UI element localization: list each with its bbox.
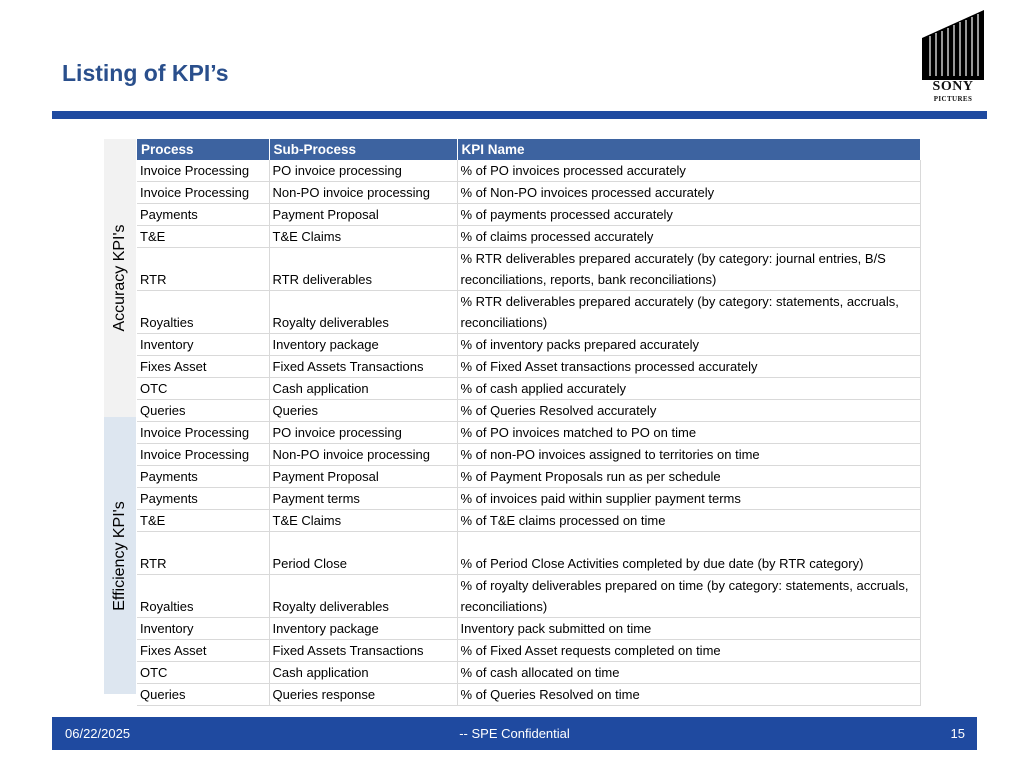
cell-process: Invoice Processing bbox=[137, 422, 269, 444]
cell-sub-process: Non-PO invoice processing bbox=[269, 444, 457, 466]
cell-sub-process: Royalty deliverables bbox=[269, 575, 457, 618]
cell-sub-process: Fixed Assets Transactions bbox=[269, 640, 457, 662]
slide-footer bbox=[52, 717, 977, 750]
table-row bbox=[137, 640, 920, 662]
table-row bbox=[137, 334, 920, 356]
table-row bbox=[137, 684, 920, 706]
cell-kpi-name: % of Queries Resolved on time bbox=[457, 684, 920, 706]
cell-kpi-name: % of Period Close Activities completed by due date (by RTR category) bbox=[457, 532, 920, 575]
cell-sub-process: RTR deliverables bbox=[269, 248, 457, 291]
cell-process: Invoice Processing bbox=[137, 160, 269, 182]
cell-process: OTC bbox=[137, 378, 269, 400]
cell-sub-process: Non-PO invoice processing bbox=[269, 182, 457, 204]
cell-process: Queries bbox=[137, 400, 269, 422]
sony-pictures-logo bbox=[922, 10, 984, 106]
cell-kpi-name: % of non-PO invoices assigned to territories on time bbox=[457, 444, 920, 466]
cell-kpi-name: % of PO invoices processed accurately bbox=[457, 160, 920, 182]
header-process: Process bbox=[137, 139, 269, 160]
cell-sub-process: Queries response bbox=[269, 684, 457, 706]
cell-sub-process: T&E Claims bbox=[269, 510, 457, 532]
cell-process: Queries bbox=[137, 684, 269, 706]
cell-kpi-name: Inventory pack submitted on time bbox=[457, 618, 920, 640]
footer-date: 06/22/2025 bbox=[65, 726, 131, 741]
table-row bbox=[137, 248, 920, 291]
cell-sub-process: Inventory package bbox=[269, 334, 457, 356]
cell-process: RTR bbox=[137, 248, 269, 291]
cell-kpi-name: % of Payment Proposals run as per schedule bbox=[457, 466, 920, 488]
cell-kpi-name: % of inventory packs prepared accurately bbox=[457, 334, 920, 356]
cell-sub-process: Payment Proposal bbox=[269, 204, 457, 226]
cell-process: Inventory bbox=[137, 334, 269, 356]
cell-sub-process: Queries bbox=[269, 400, 457, 422]
cell-process: Invoice Processing bbox=[137, 444, 269, 466]
cell-sub-process: Fixed Assets Transactions bbox=[269, 356, 457, 378]
cell-process: Payments bbox=[137, 466, 269, 488]
cell-sub-process: Royalty deliverables bbox=[269, 291, 457, 334]
cell-process: Inventory bbox=[137, 618, 269, 640]
table-row bbox=[137, 618, 920, 640]
cell-process: Payments bbox=[137, 488, 269, 510]
cell-sub-process: Payment Proposal bbox=[269, 466, 457, 488]
cell-process: T&E bbox=[137, 226, 269, 248]
logo-brand: SONY bbox=[932, 79, 974, 94]
cell-process: Invoice Processing bbox=[137, 182, 269, 204]
table-header-row bbox=[137, 139, 920, 160]
footer-page-number: 15 bbox=[950, 726, 965, 741]
cell-process: Royalties bbox=[137, 575, 269, 618]
accuracy-label: Accuracy KPI's bbox=[111, 224, 128, 332]
table-row bbox=[137, 291, 920, 334]
cell-kpi-name: % of claims processed accurately bbox=[457, 226, 920, 248]
film-stripes-icon bbox=[922, 10, 984, 80]
efficiency-label: Efficiency KPI's bbox=[111, 500, 128, 611]
cell-kpi-name: % RTR deliverables prepared accurately (by category: journal entries, B/S reconciliations, reports, bank reconciliations) bbox=[457, 248, 920, 291]
section-label-efficiency bbox=[104, 417, 136, 694]
table-row bbox=[137, 182, 920, 204]
cell-kpi-name: % of Non-PO invoices processed accurately bbox=[457, 182, 920, 204]
cell-kpi-name: % of payments processed accurately bbox=[457, 204, 920, 226]
cell-sub-process: PO invoice processing bbox=[269, 160, 457, 182]
cell-process: Fixes Asset bbox=[137, 640, 269, 662]
table-row bbox=[137, 532, 920, 575]
table-row bbox=[137, 204, 920, 226]
table-row bbox=[137, 662, 920, 684]
cell-kpi-name: % of PO invoices matched to PO on time bbox=[457, 422, 920, 444]
slide-title: Listing of KPI’s bbox=[62, 60, 229, 86]
cell-sub-process: Payment terms bbox=[269, 488, 457, 510]
table-row bbox=[137, 160, 920, 182]
logo-sub: PICTURES bbox=[933, 95, 973, 103]
cell-process: RTR bbox=[137, 532, 269, 575]
header-sub-process: Sub-Process bbox=[269, 139, 457, 160]
table-row bbox=[137, 226, 920, 248]
cell-sub-process: Period Close bbox=[269, 532, 457, 575]
cell-sub-process: PO invoice processing bbox=[269, 422, 457, 444]
cell-kpi-name: % of Queries Resolved accurately bbox=[457, 400, 920, 422]
cell-kpi-name: % RTR deliverables prepared accurately (by category: statements, accruals, reconciliations) bbox=[457, 291, 920, 334]
footer-confidential: -- SPE Confidential bbox=[459, 726, 570, 741]
cell-kpi-name: % of Fixed Asset transactions processed accurately bbox=[457, 356, 920, 378]
header-kpi-name: KPI Name bbox=[457, 139, 920, 160]
table-row bbox=[137, 466, 920, 488]
table-row bbox=[137, 575, 920, 618]
cell-kpi-name: % of cash allocated on time bbox=[457, 662, 920, 684]
cell-kpi-name: % of T&E claims processed on time bbox=[457, 510, 920, 532]
cell-process: Fixes Asset bbox=[137, 356, 269, 378]
cell-process: Payments bbox=[137, 204, 269, 226]
table-row bbox=[137, 422, 920, 444]
cell-process: OTC bbox=[137, 662, 269, 684]
table-row bbox=[137, 444, 920, 466]
cell-process: Royalties bbox=[137, 291, 269, 334]
cell-sub-process: Inventory package bbox=[269, 618, 457, 640]
cell-sub-process: T&E Claims bbox=[269, 226, 457, 248]
table-row bbox=[137, 400, 920, 422]
cell-kpi-name: % of Fixed Asset requests completed on time bbox=[457, 640, 920, 662]
cell-kpi-name: % of cash applied accurately bbox=[457, 378, 920, 400]
cell-process: T&E bbox=[137, 510, 269, 532]
cell-sub-process: Cash application bbox=[269, 378, 457, 400]
table-row bbox=[137, 488, 920, 510]
table-row bbox=[137, 356, 920, 378]
kpi-table bbox=[137, 139, 921, 706]
table-row bbox=[137, 378, 920, 400]
cell-kpi-name: % of invoices paid within supplier payment terms bbox=[457, 488, 920, 510]
table-row bbox=[137, 510, 920, 532]
section-label-accuracy bbox=[104, 139, 136, 417]
title-rule bbox=[52, 111, 987, 119]
cell-kpi-name: % of royalty deliverables prepared on time (by category: statements, accruals, reconciliations) bbox=[457, 575, 920, 618]
cell-sub-process: Cash application bbox=[269, 662, 457, 684]
